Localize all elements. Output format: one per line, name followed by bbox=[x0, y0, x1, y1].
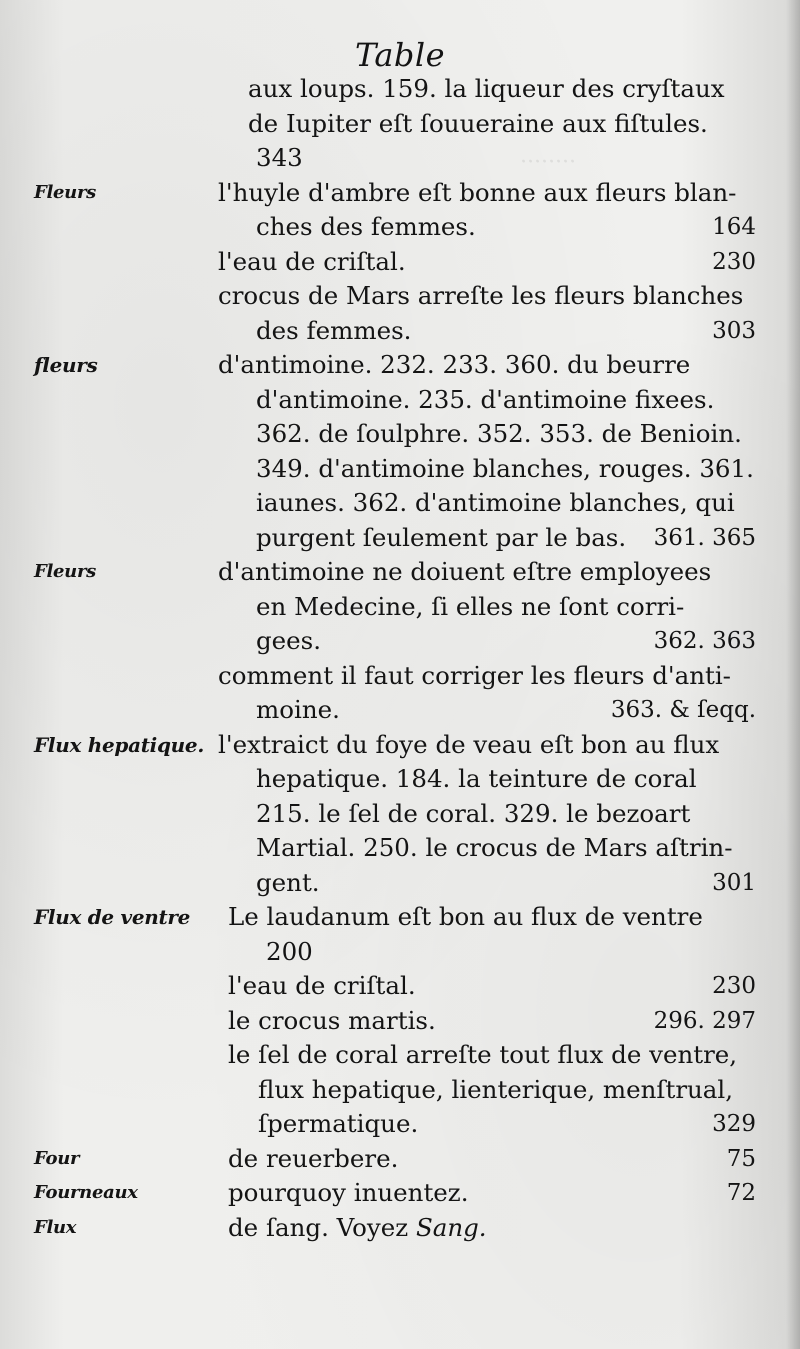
entry-line: purgent ſeulement par le bas. bbox=[256, 522, 627, 552]
index-entry bbox=[0, 1004, 800, 1039]
entry-line: Martial. 250. le crocus de Mars aſtrin- bbox=[256, 833, 733, 862]
index-entry bbox=[0, 176, 800, 245]
page-reference: 230 bbox=[712, 973, 756, 999]
entry-line: 362. de ſoulphre. 352. 353. de Benioin. bbox=[256, 419, 742, 448]
entry-line: Le laudanum eſt bon au flux de ventre bbox=[228, 902, 703, 931]
entry-line: l'huyle d'ambre eſt bonne aux fleurs blan- bbox=[218, 177, 737, 207]
entry-line-with-ref bbox=[228, 1107, 756, 1142]
entry-line: ches des femmes. bbox=[256, 212, 476, 241]
margin-heading: Fleurs bbox=[34, 561, 96, 582]
index-entry bbox=[0, 1211, 800, 1246]
page-reference: 230 bbox=[712, 248, 756, 275]
index-entry bbox=[0, 969, 800, 1004]
running-head: Table bbox=[354, 36, 446, 74]
entry-text bbox=[218, 728, 756, 901]
entry-line-with-ref bbox=[218, 866, 756, 901]
entry-text bbox=[218, 348, 756, 555]
entry-line: en Medecine, ſi elles ne ſont corri- bbox=[256, 591, 685, 621]
entry-line: l'extraict du foye de veau eſt bon au flux bbox=[218, 729, 720, 759]
index-entry bbox=[0, 1038, 800, 1142]
index-entry bbox=[0, 1176, 800, 1211]
entry-line-with-ref bbox=[228, 969, 756, 1004]
index-entry bbox=[0, 555, 800, 659]
entry-line: moine. bbox=[256, 695, 340, 724]
entry-line: l'eau de criſtal. bbox=[228, 971, 416, 1000]
margin-heading: Fourneaux bbox=[34, 1182, 138, 1203]
index-entry bbox=[0, 245, 800, 280]
see-reference: Sang. bbox=[415, 1212, 487, 1242]
margin-heading: Four bbox=[34, 1147, 80, 1169]
entry-line: le crocus martis. bbox=[228, 1005, 436, 1035]
entry-line-with-ref bbox=[218, 624, 756, 659]
entry-line: d'antimoine. 235. d'antimoine fixees. bbox=[256, 384, 715, 414]
index-entries bbox=[0, 72, 800, 1245]
index-entry bbox=[0, 659, 800, 728]
entry-line: aux loups. 159. la liqueur des cryſtaux bbox=[248, 74, 725, 103]
page-reference: 361. 365 bbox=[653, 524, 756, 551]
entry-line: le ſel de coral arreſte tout flux de ventre, bbox=[228, 1040, 738, 1069]
entry-line: d'antimoine ne doiuent eſtre employees bbox=[218, 557, 712, 586]
entry-line: d'antimoine. 232. 233. 360. du beurre bbox=[218, 350, 691, 379]
entry-text bbox=[228, 1038, 756, 1142]
entry-line: 215. le ſel de coral. 329. le bezoart bbox=[256, 798, 691, 828]
entry-line: de reuerbere. bbox=[228, 1143, 399, 1173]
margin-heading: fleurs bbox=[34, 353, 98, 377]
entry-line: gees. bbox=[256, 626, 322, 655]
entry-text bbox=[228, 1004, 756, 1039]
page-reference: 72 bbox=[726, 1180, 756, 1206]
index-entry bbox=[0, 728, 800, 901]
entry-line: crocus de Mars arreſte les fleurs blanches bbox=[218, 281, 744, 310]
entry-line: gent. bbox=[256, 867, 320, 897]
entry-text bbox=[228, 969, 756, 1004]
index-entry bbox=[0, 348, 800, 555]
entry-line: de ſang. Voyez bbox=[228, 1212, 409, 1242]
page-reference: 329 bbox=[712, 1111, 756, 1137]
index-entry bbox=[0, 279, 800, 348]
page-reference: 75 bbox=[726, 1145, 756, 1172]
index-entry bbox=[0, 1142, 800, 1177]
entry-line: iaunes. 362. d'antimoine blanches, qui bbox=[256, 488, 735, 517]
entry-line-with-ref bbox=[218, 521, 756, 556]
entry-text bbox=[218, 176, 756, 245]
entry-line: ſpermatique. bbox=[258, 1109, 419, 1138]
index-entry bbox=[0, 72, 800, 176]
entry-line-with-ref bbox=[218, 245, 756, 280]
margin-heading: Fleurs bbox=[34, 181, 96, 203]
entry-line: 349. d'antimoine blanches, rouges. 361. bbox=[256, 453, 754, 483]
entry-text bbox=[228, 1211, 756, 1246]
entry-text bbox=[218, 245, 756, 280]
entry-text bbox=[218, 659, 756, 728]
entry-line-with-ref bbox=[228, 1004, 756, 1039]
entry-text bbox=[228, 1176, 756, 1211]
entry-text bbox=[218, 555, 756, 659]
entry-line-with-ref bbox=[218, 693, 756, 728]
page-reference: 296. 297 bbox=[653, 1007, 756, 1034]
entry-line: 343 bbox=[256, 143, 303, 172]
page-reference: 303 bbox=[712, 317, 756, 344]
margin-heading: Flux bbox=[34, 1216, 77, 1238]
entry-line: de Iupiter eſt ſouueraine aux fiſtules. bbox=[248, 108, 708, 138]
entry-line: comment il faut corriger les fleurs d'anti- bbox=[218, 660, 731, 690]
entry-line: pourquoy inuentez. bbox=[228, 1178, 469, 1207]
entry-line: des femmes. bbox=[256, 315, 412, 345]
index-entry bbox=[0, 900, 800, 969]
entry-line: hepatique. 184. la teinture de coral bbox=[256, 764, 697, 793]
page-reference: 301 bbox=[712, 869, 756, 896]
margin-heading: Flux hepatique. bbox=[34, 732, 204, 757]
entry-text bbox=[248, 72, 756, 176]
entry-line-with-ref bbox=[228, 1176, 756, 1211]
entry-text bbox=[228, 900, 756, 969]
entry-line-with-ref bbox=[218, 210, 756, 245]
entry-line: flux hepatique, lienterique, menſtrual, bbox=[258, 1074, 734, 1104]
page-reference: 363. & ſeqq. bbox=[610, 697, 756, 723]
entry-text bbox=[218, 279, 756, 348]
entry-line-with-see bbox=[228, 1211, 756, 1246]
entry-line: 200 bbox=[266, 936, 313, 966]
entry-line: l'eau de criſtal. bbox=[218, 246, 406, 276]
entry-line-with-ref bbox=[218, 314, 756, 349]
bleed-through-text: ········ bbox=[520, 150, 576, 175]
entry-text bbox=[228, 1142, 756, 1177]
page-reference: 362. 363 bbox=[653, 628, 756, 654]
entry-line-with-ref bbox=[228, 1142, 756, 1177]
page-reference: 164 bbox=[712, 214, 756, 240]
margin-heading: Flux de ventre bbox=[34, 905, 191, 929]
